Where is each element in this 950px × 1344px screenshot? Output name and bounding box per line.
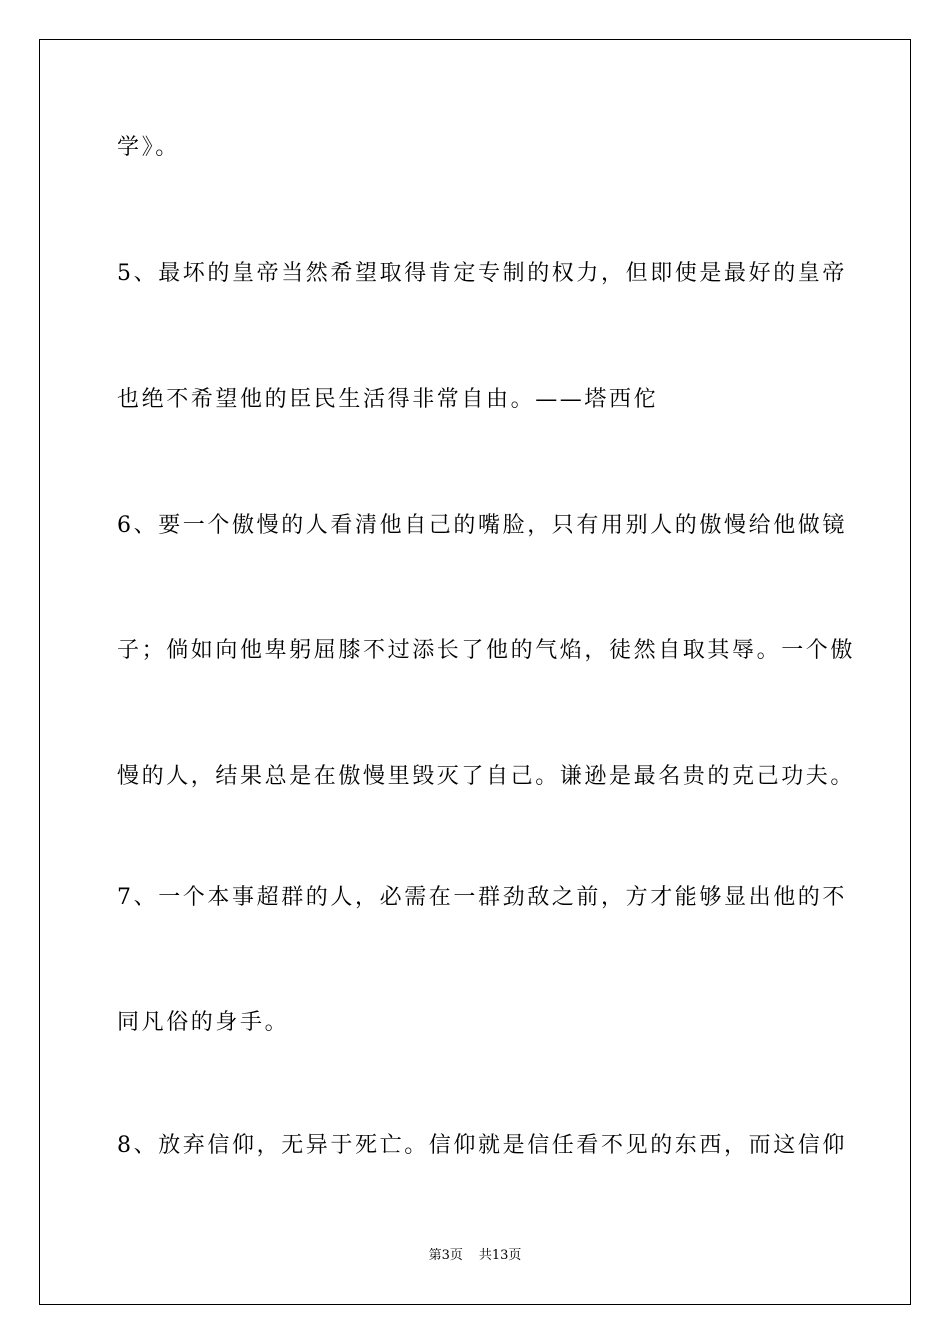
text-line-6: 慢的人，结果总是在傲慢里毁灭了自己。谦逊是最名贵的克己功夫。: [117, 764, 856, 789]
text-line-4: 6、要一个傲慢的人看清他自己的嘴脸，只有用别人的傲慢给他做镜: [117, 513, 847, 538]
text-line-1: 学》。: [117, 135, 180, 160]
text-line-9: 8、放弃信仰，无异于死亡。信仰就是信任看不见的东西，而这信仰: [117, 1133, 847, 1158]
text-line-2: 5、最坏的皇帝当然希望取得肯定专制的权力，但即使是最好的皇帝: [117, 261, 847, 286]
text-line-7: 7、一个本事超群的人，必需在一群劲敌之前，方才能够显出他的不: [117, 885, 847, 910]
page-border: [39, 39, 911, 1305]
page-footer: [0, 1247, 950, 1265]
page-number-total: 共13页: [478, 1248, 522, 1263]
page-number-current: 第3页: [428, 1248, 463, 1263]
text-line-8: 同凡俗的身手。: [117, 1010, 290, 1035]
text-line-5: 子；倘如向他卑躬屈膝不过添长了他的气焰，徒然自取其辱。一个傲: [117, 638, 856, 663]
text-line-3: 也绝不希望他的臣民生活得非常自由。——塔西佗: [117, 387, 659, 412]
